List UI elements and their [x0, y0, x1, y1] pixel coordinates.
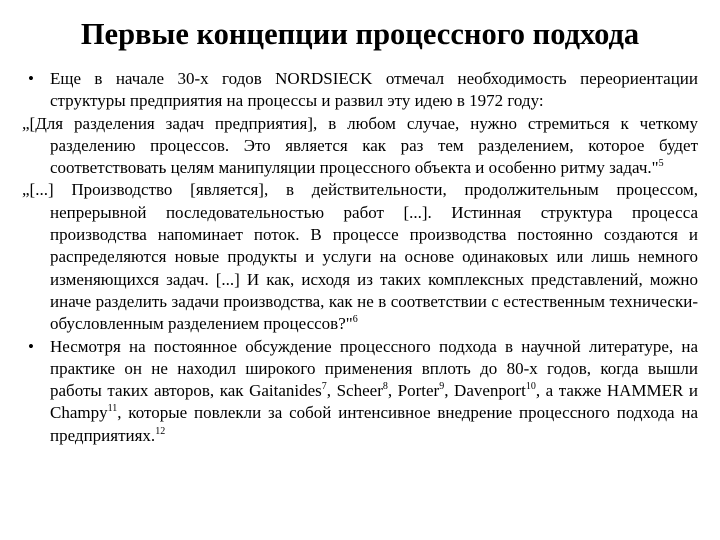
- paragraph-text: Несмотря на постоянное обсуждение процессного подхода в научной литературе, на практике он не находил широкого применения вплоть до 80-х годов, когда вышли работы таких авторов, как Gaitanides: [50, 336, 698, 401]
- paragraph-text: Еще в начале 30-х годов NORDSIECK отмечал необходимость переориентации структуры предприятия на процессы и развил эту идею в 1972 году:: [50, 69, 698, 111]
- paragraph-text: , Scheer: [326, 381, 383, 401]
- footnote-ref: 6: [352, 314, 358, 326]
- paragraph-text: , а также HAMMER и Champy: [50, 381, 698, 423]
- quote-paragraph-2: [22, 179, 698, 335]
- paragraph-text: , Davenport: [444, 381, 526, 401]
- bullet-paragraph-authors: [22, 336, 698, 447]
- footnote-ref: 11: [107, 403, 118, 415]
- bullet-paragraph-nordsieck: [22, 68, 698, 113]
- footnote-ref: 12: [155, 425, 166, 437]
- footnote-ref: 7: [321, 381, 327, 393]
- footnote-ref: 10: [525, 381, 536, 393]
- quote-paragraph-1: [22, 113, 698, 180]
- slide-title: Первые концепции процессного подхода: [80, 17, 640, 51]
- footnote-ref: 5: [658, 158, 664, 170]
- bullet-marker: •: [28, 69, 34, 88]
- footnote-ref: 9: [439, 381, 445, 393]
- bullet-marker: •: [28, 336, 34, 356]
- slide-body: [22, 68, 698, 447]
- paragraph-text: , которые повлекли за собой интенсивное внедрение процессного подхода на предприятиях.: [50, 403, 698, 445]
- quote-text: „[...] Производство [является], в действительности, продолжительным процессом, непрерывной последовательностью работ [...]. Истинная структура процесса производства напоминает поток. В процессе производства постоянно создаются и распределяются новые продукты и услуги на основе одинаковых или лишь немного изменяющихся задач. [...] И как, исходя из таких комплексных представлений, можно иначе разделить задачи производства, как не в соответствии с естественным технически-обусловленным разделением процессов?": [22, 180, 698, 334]
- paragraph-text: , Porter: [387, 381, 440, 401]
- quote-text: „[Для разделения задач предприятия], в любом случае, нужно стремиться к четкому разделению процессов. Это является как раз тем разделением, которое будет соответствовать целям манипуляции процессного объекта и особенно ритму задач.": [22, 113, 698, 178]
- footnote-ref: 8: [382, 381, 388, 393]
